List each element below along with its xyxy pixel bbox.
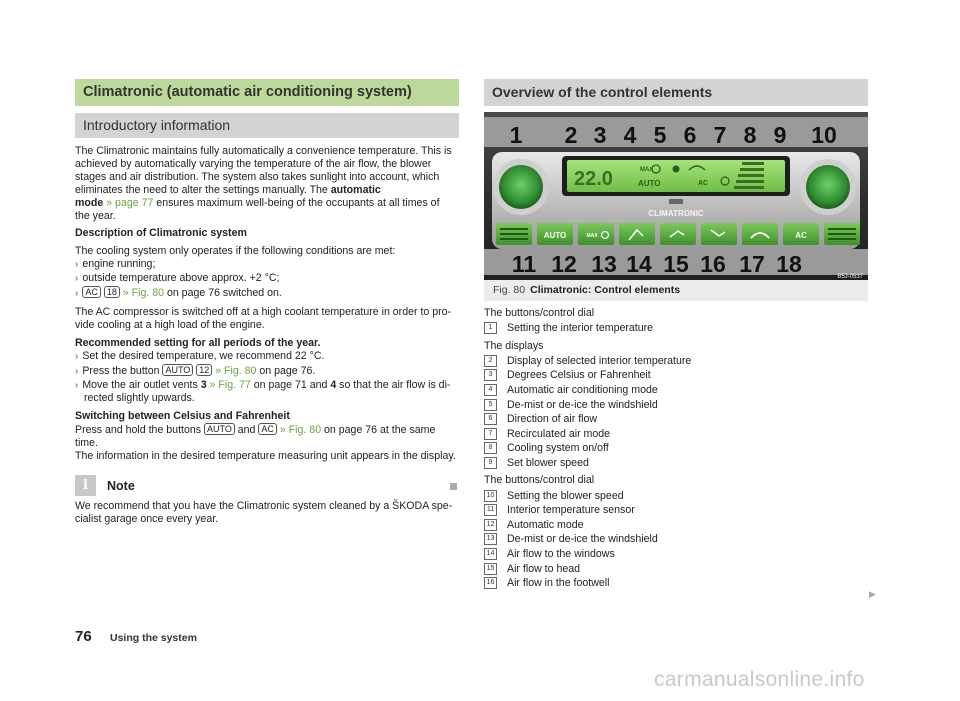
key-18: 18 [104,286,120,298]
page-number: 76 [75,628,92,645]
callout-2: 2 [564,122,578,148]
overview-title: Overview of the control elements [484,79,868,106]
display-ac: AC [698,180,709,187]
callout-8: 8 [743,122,757,148]
display-auto: AUTO [638,179,661,188]
legend-item-text: Setting the blower speed [507,489,624,502]
climatronic-figure [484,112,868,280]
blower-level-bar [738,174,764,177]
legend-item-text: Automatic mode [507,518,584,531]
blower-level-bar [734,186,764,189]
legend-number-badge: 11 [484,504,497,516]
callout-3: 3 [593,122,607,148]
legend-group-title: The buttons/control dial [484,474,595,487]
left-column [75,79,459,526]
legend-number-badge: 7 [484,428,497,440]
callout-5: 5 [653,122,667,148]
bullet-arrow-icon: › [75,273,79,285]
auto-key: AUTO [204,423,235,435]
blower-dial[interactable] [806,165,850,209]
legend-number-badge: 12 [484,519,497,531]
max-button-label: MAX [586,233,598,239]
interior-temperature-sensor [669,199,683,204]
section-title: Climatronic (automatic air conditioning system) [75,79,459,106]
callout-14: 14 [626,251,652,277]
switch-title: Switching between Celsius and Fahrenheit [75,410,290,423]
figure-code: B5J-0537 [837,274,863,280]
mode-term: mode [75,196,104,209]
ac-key: AC [258,423,277,435]
legend-item-text: Direction of air flow [507,413,598,426]
footwell-airflow-button[interactable] [701,223,737,245]
subsection-title: Introductory information [75,113,459,138]
callout-16: 16 [700,251,726,277]
legend-item-text: Air flow to head [507,562,581,575]
legend-item-text: De-mist or de-ice the windshield [507,398,658,411]
legend-number-badge: 4 [484,384,497,396]
footer-section: Using the system [110,632,197,644]
legend-number-badge: 8 [484,442,497,454]
legend-item-text: Degrees Celsius or Fahrenheit [507,369,651,382]
note-box: i Note We recommend that you have the Climatronic system cleaned by a ŠKODA spe- cialist garage once every year. [75,477,453,525]
callout-4: 4 [623,122,637,148]
callout-18: 18 [776,251,802,277]
callout-6: 6 [683,122,697,148]
legend-number-badge: 1 [484,322,497,334]
fig-link[interactable]: » Fig. 77 [209,378,251,391]
legend-number-badge: 14 [484,548,497,560]
legend-number-badge: 6 [484,413,497,425]
legend-item [484,532,868,547]
callout-9: 9 [773,122,787,148]
legend-item [484,412,868,427]
callout-12: 12 [551,251,577,277]
legend-number-badge: 5 [484,399,497,411]
legend-item-text: Recirculated air mode [507,427,611,440]
legend-item [484,441,868,456]
ac-button-label: AC [795,231,807,240]
legend-item-text: Set blower speed [507,457,589,470]
legend-number-badge: 13 [484,533,497,545]
page-link[interactable]: » page 77 [106,196,154,209]
legend-item-text: Setting the interior temperature [507,322,654,335]
blower-level-bar [742,162,764,165]
legend-number-badge: 15 [484,563,497,575]
callout-7: 7 [713,122,727,148]
recommended-title: Recommended setting for all periods of the year. [75,336,321,349]
intro-line: stages and air distribution. The system also takes sunlight into account, which [75,170,440,183]
panel-label: CLIMATRONIC [648,209,704,218]
continue-arrow-icon: ▶ [869,589,876,599]
legend-item [484,576,868,591]
legend-item-text: De-mist or de-ice the windshield [507,533,658,546]
ac-key: AC [82,286,101,298]
intro-paragraph: The Climatronic maintains fully automatically a convenience temperature. This is achieved by automatically varying the temperature of the air flow, the blower stages and air distribution. The system also takes sunlight into account, which eliminates the need to alter the settings manually. The automatic mode » page 77 ensures maximum well-being of the occupants at all times of the year. [75,145,459,222]
figure-caption [484,280,868,301]
intro-line: The Climatronic maintains fully automatically a convenience temperature. This is [75,145,452,157]
blower-level-bar [736,180,764,183]
legend-number-badge: 3 [484,369,497,381]
automatic-term: automatic [330,183,381,196]
display-max: MAX [640,167,654,173]
legend-item [484,561,868,576]
legend-item [484,518,868,533]
auto-key: AUTO [162,364,193,376]
blower-level-bar [740,168,764,171]
info-icon: i [75,475,96,496]
legend-item [484,321,868,336]
legend-item-text: Cooling system on/off [507,442,609,455]
fig-link[interactable]: » Fig. 80 [279,424,322,437]
legend-item [484,383,868,398]
callout-10: 10 [811,122,837,148]
button-row [496,223,860,245]
legend-item [484,547,868,562]
legend-item-text: Interior temperature sensor [507,504,635,517]
note-title: Note [107,478,135,493]
legend-number-badge: 10 [484,490,497,502]
cooling-title: Description of Climatronic system [75,227,247,240]
auto-button-label: AUTO [543,231,567,240]
legend-group-title: The displays [484,339,544,352]
legend-item [484,456,868,471]
legend-item [484,488,868,503]
climatronic-panel-illustration [484,112,868,280]
fig-link[interactable]: » Fig. 80 [215,364,257,377]
section-end-marker [450,483,457,490]
figure-caption-text: Climatronic: Control elements [530,284,681,296]
switch-section: Switching between Celsius and Fahrenheit Press and hold the buttons AUTO and AC » Fig. 80 on page 76 at the same time. The information in the desired temperature measuring unit appears in the display. [75,410,459,463]
fig-link[interactable]: » Fig. 80 [122,287,165,300]
windows-airflow-button[interactable] [619,223,655,245]
legend-item-text: Air flow in the footwell [507,577,610,590]
recirculation-button[interactable] [742,223,778,245]
key-12: 12 [196,364,212,376]
intro-line: eliminates the need to alter the settings manually. The [75,183,328,196]
cooling-section: Description of Climatronic system The cooling system only operates if the following conditions are met: › engine running; › outside temperature above approx. +2 °C; › AC 18 » Fig. 80 on page 76 switched on. The AC compressor is switched off at a high coolant temperature in order to pro- vide cooling at a high load of the engine. [75,227,459,331]
temperature-dial[interactable] [499,165,543,209]
legend-group-title: The buttons/control dial [484,307,595,319]
legend-item [484,368,868,383]
callout-17: 17 [739,251,765,277]
bullet-arrow-icon: › [75,379,79,391]
callout-1: 1 [509,122,523,148]
legend-item [484,397,868,412]
legend-item-text: Automatic air conditioning mode [507,384,658,397]
legend-list [484,306,868,591]
bullet-arrow-icon: › [75,350,79,362]
legend-number-badge: 16 [484,577,497,589]
head-airflow-button[interactable] [660,223,696,245]
callout-11: 11 [511,251,537,277]
callout-15: 15 [663,251,689,277]
legend-number-badge: 9 [484,457,497,469]
callout-13: 13 [591,251,617,277]
legend-item [484,427,868,442]
watermark: carmanualsonline.info [654,668,865,691]
bullet-arrow-icon: › [75,259,79,271]
intro-line: achieved by automatically varying the temperature of the air flow, the blower [75,157,432,170]
figure-number: Fig. 80 [493,284,526,296]
airflow-display-icon [673,166,680,173]
legend-item [484,354,868,369]
recommended-section: Recommended setting for all periods of the year. › Set the desired temperature, we recommend 22 °C. › Press the button AUTO 12 » Fig. 80 on page 76. › Move the air outlet vents 3 » Fig. 77 on page 71 and 4 so that the air flow is di- rected slightly upwards. [75,337,459,406]
legend-item-text: Air flow to the windows [507,548,615,561]
legend-item [484,503,868,518]
legend-number-badge: 2 [484,355,497,367]
display-temperature: 22.0 [574,168,613,190]
bullet-arrow-icon: › [75,288,79,300]
legend-item-text: Display of selected interior temperature [507,354,692,367]
bullet-arrow-icon: › [75,365,79,377]
right-column [484,79,868,591]
